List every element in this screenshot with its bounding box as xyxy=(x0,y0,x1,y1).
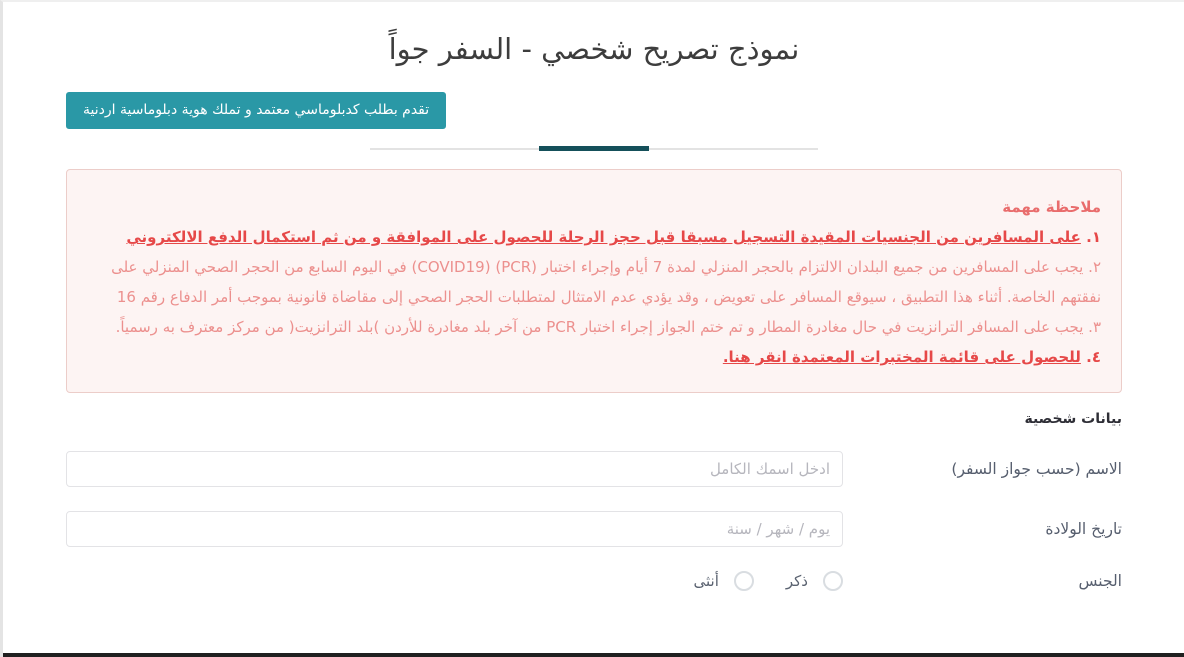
name-field-control xyxy=(66,451,843,487)
gender-radio-group xyxy=(66,571,843,591)
notice-item-2-number: ٢. xyxy=(1088,258,1101,276)
notice-item-2-text: يجب على المسافرين من جميع البلدان الالتزام بالحجر المنزلي لمدة 7 أيام وإجراء اختبار (PCR) (COVID19) في اليوم السابع من الحجر الصحي المنزلي على نفقتهم الخاصة. أثناء هذا التطبيق ، سيوقع المسافر على تعويض ، وقد يؤدي عدم الامتثال لمتطلبات الحجر الصحي إلى مقاضاة قانونية بموجب أمر الدفاع رقم 16 xyxy=(111,258,1101,306)
diplomat-button-row xyxy=(66,92,1122,129)
active-tab-indicator xyxy=(539,146,649,151)
gender-field-label: الجنس xyxy=(1078,572,1122,590)
notice-item-1-number: ١. xyxy=(1086,228,1101,246)
notice-item-1 xyxy=(87,222,1101,252)
name-field-row xyxy=(66,451,1122,487)
female-radio-label: أنثى xyxy=(693,572,719,590)
notice-item-4-number: ٤. xyxy=(1086,348,1101,366)
dob-field-row xyxy=(66,511,1122,547)
notice-item-3 xyxy=(87,312,1101,342)
bottom-edge-bar xyxy=(3,653,1184,657)
step-tabs xyxy=(370,146,818,151)
notice-item-4-link[interactable]: للحصول على قائمة المختبرات المعتمدة انقر هنا. xyxy=(722,348,1081,366)
name-field-label: الاسم (حسب جواز السفر) xyxy=(951,460,1122,478)
male-radio-label: ذكر xyxy=(785,572,808,590)
personal-data-section-title: بيانات شخصية xyxy=(1024,411,1122,427)
notice-item-1-link[interactable]: على المسافرين من الجنسيات المقيدة التسجيل مسبقا قبل حجز الرحلة للحصول على الموافقة و من ثم استكمال الدفع الالكتروني xyxy=(126,228,1081,246)
female-radio-icon[interactable] xyxy=(734,571,754,591)
dob-field-label: تاريخ الولادة xyxy=(1045,520,1122,538)
notice-item-3-text: يجب على المسافر الترانزيت في حال مغادرة المطار و تم ختم الجواز إجراء اختبار PCR من آخر بلد مغادرة للأردن )بلد الترانزيت( من مركز معترف به رسمياً. xyxy=(115,318,1084,336)
gender-field-row xyxy=(66,571,1122,591)
notice-item-2 xyxy=(87,252,1101,312)
notice-item-3-number: ٣. xyxy=(1088,318,1101,336)
notice-item-4 xyxy=(87,342,1101,372)
gender-option-male[interactable] xyxy=(786,571,843,591)
page-title: نموذج تصريح شخصي - السفر جواً xyxy=(388,32,800,66)
male-radio-icon[interactable] xyxy=(823,571,843,591)
form-page xyxy=(3,32,1184,591)
gender-field-control xyxy=(66,571,843,591)
dob-field-control xyxy=(66,511,843,547)
full-name-input[interactable] xyxy=(66,451,843,487)
important-notice-box xyxy=(66,169,1122,393)
notice-title: ملاحظة مهمة xyxy=(1002,198,1101,216)
diplomat-apply-button[interactable]: تقدم بطلب كدبلوماسي معتمد و تملك هوية دبلوماسية اردنية xyxy=(66,92,446,129)
gender-option-female[interactable] xyxy=(694,571,754,591)
date-of-birth-input[interactable] xyxy=(66,511,843,547)
